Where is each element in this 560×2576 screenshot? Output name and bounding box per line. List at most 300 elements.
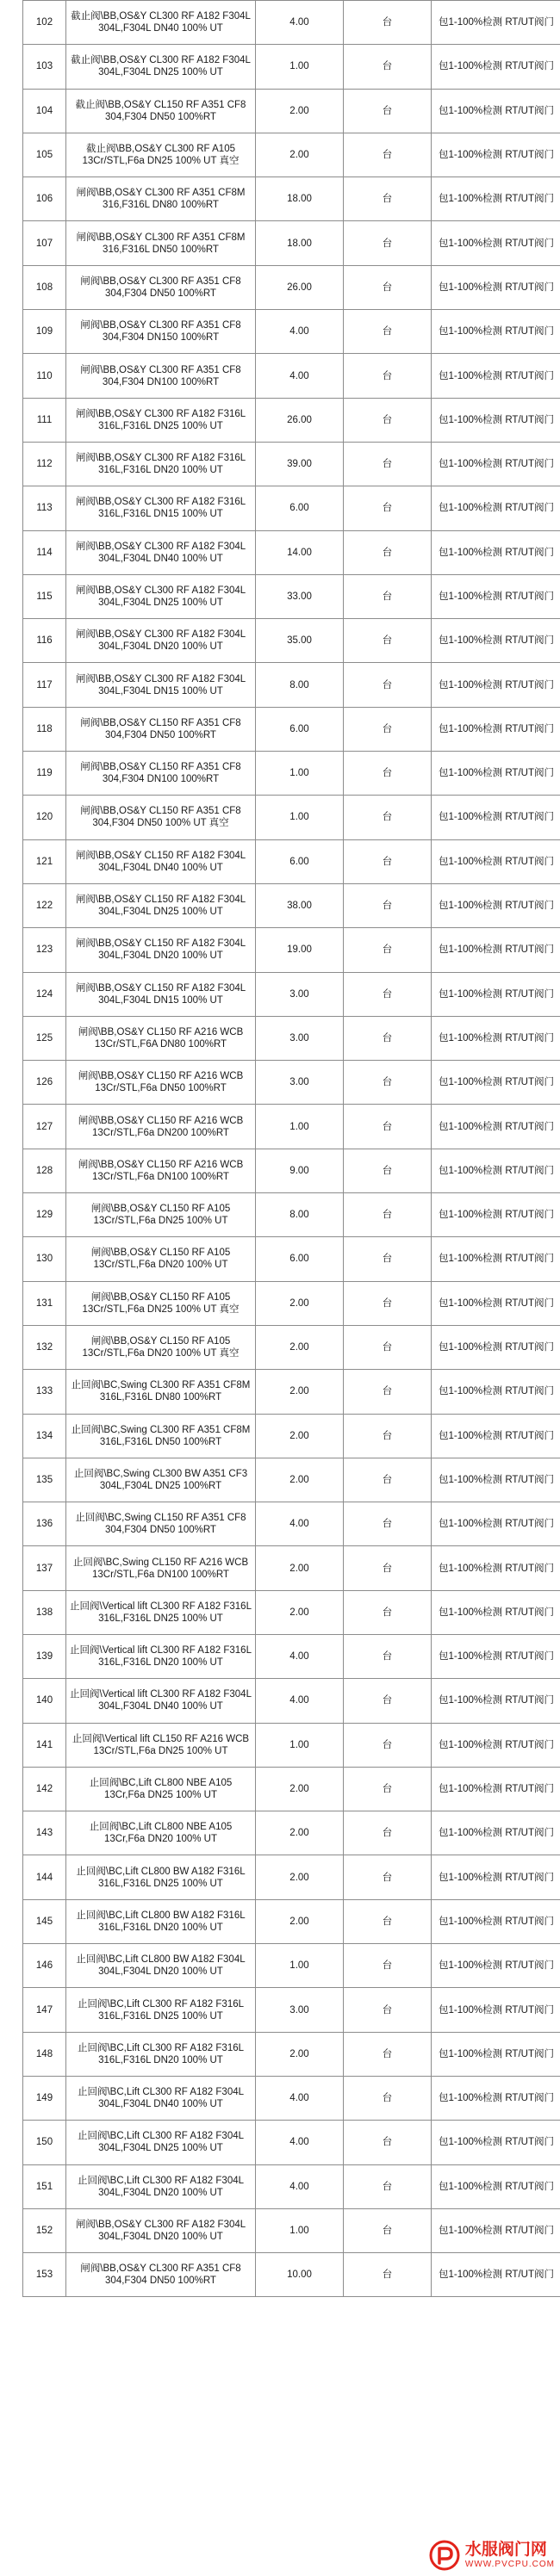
cell-description: 止回阀\BC,Swing CL150 RF A351 CF8 304,F304 DN50 100%RT (66, 1502, 256, 1546)
cell-unit: 台 (344, 972, 432, 1016)
cell-unit: 台 (344, 1546, 432, 1590)
cell-description: 闸阀\BB,OS&Y CL300 RF A351 CF8M 316,F316L DN50 100%RT (66, 221, 256, 265)
cell-item-no: 108 (23, 265, 66, 309)
cell-item-no: 122 (23, 883, 66, 927)
cell-item-no: 147 (23, 1988, 66, 2032)
table-row (23, 574, 560, 618)
cell-note: 包1-100%检测 RT/UT阀门 (432, 2164, 560, 2208)
cell-quantity: 2.00 (256, 1546, 344, 1590)
cell-unit: 台 (344, 839, 432, 883)
cell-unit: 台 (344, 1105, 432, 1149)
cell-unit: 台 (344, 1458, 432, 1502)
table-row (23, 796, 560, 839)
cell-note: 包1-100%检测 RT/UT阀门 (432, 2076, 560, 2120)
cell-item-no: 103 (23, 45, 66, 89)
cell-description: 闸阀\BB,OS&Y CL150 RF A105 13Cr/STL,F6a DN20 100% UT (66, 1237, 256, 1281)
cell-note: 包1-100%检测 RT/UT阀门 (432, 839, 560, 883)
cell-item-no: 125 (23, 1016, 66, 1060)
cell-unit: 台 (344, 1414, 432, 1458)
cell-unit: 台 (344, 574, 432, 618)
table-row (23, 177, 560, 221)
cell-note: 包1-100%检测 RT/UT阀门 (432, 133, 560, 176)
cell-item-no: 107 (23, 221, 66, 265)
cell-description: 闸阀\BB,OS&Y CL300 RF A351 CF8 304,F304 DN50 100%RT (66, 2253, 256, 2297)
cell-quantity: 2.00 (256, 1767, 344, 1811)
cell-description: 闸阀\BB,OS&Y CL300 RF A182 F304L 304L,F304L DN25 100% UT (66, 574, 256, 618)
cell-item-no: 140 (23, 1679, 66, 1723)
cell-quantity: 39.00 (256, 442, 344, 486)
cell-item-no: 120 (23, 796, 66, 839)
cell-unit: 台 (344, 2076, 432, 2120)
cell-quantity: 2.00 (256, 1414, 344, 1458)
cell-note: 包1-100%检测 RT/UT阀门 (432, 972, 560, 1016)
cell-note: 包1-100%检测 RT/UT阀门 (432, 574, 560, 618)
cell-item-no: 113 (23, 486, 66, 530)
table-row (23, 1281, 560, 1325)
watermark-site-name: 水服阀门网 (464, 2541, 547, 2559)
cell-note: 包1-100%检测 RT/UT阀门 (432, 619, 560, 663)
cell-unit: 台 (344, 663, 432, 707)
cell-item-no: 121 (23, 839, 66, 883)
cell-unit: 台 (344, 1899, 432, 1943)
cell-unit: 台 (344, 310, 432, 354)
cell-item-no: 153 (23, 2253, 66, 2297)
cell-unit: 台 (344, 2121, 432, 2164)
cell-unit: 台 (344, 1944, 432, 1988)
cell-note: 包1-100%检测 RT/UT阀门 (432, 1105, 560, 1149)
table-row (23, 2164, 560, 2208)
table-row (23, 1016, 560, 1060)
cell-description: 闸阀\BB,OS&Y CL150 RF A105 13Cr/STL,F6a DN25 100% UT 真空 (66, 1281, 256, 1325)
cell-quantity: 4.00 (256, 310, 344, 354)
cell-description: 闸阀\BB,OS&Y CL150 RF A351 CF8 304,F304 DN50 100% UT 真空 (66, 796, 256, 839)
cell-description: 止回阀\BC,Lift CL800 BW A182 F316L 316L,F316L DN20 100% UT (66, 1899, 256, 1943)
cell-item-no: 131 (23, 1281, 66, 1325)
cell-note: 包1-100%检测 RT/UT阀门 (432, 45, 560, 89)
cell-item-no: 116 (23, 619, 66, 663)
table-row (23, 530, 560, 574)
cell-unit: 台 (344, 45, 432, 89)
cell-description: 闸阀\BB,OS&Y CL300 RF A182 F304L 304L,F304L DN40 100% UT (66, 530, 256, 574)
cell-note: 包1-100%检测 RT/UT阀门 (432, 1679, 560, 1723)
cell-note: 包1-100%检测 RT/UT阀门 (432, 796, 560, 839)
cell-unit: 台 (344, 1855, 432, 1899)
cell-unit: 台 (344, 2253, 432, 2297)
table-row (23, 2253, 560, 2297)
table-row (23, 839, 560, 883)
cell-item-no: 137 (23, 1546, 66, 1590)
cell-description: 闸阀\BB,OS&Y CL150 RF A105 13Cr/STL,F6a DN25 100% UT (66, 1193, 256, 1237)
cell-description: 止回阀\BC,Lift CL800 NBE A105 13Cr,F6a DN20 100% UT (66, 1811, 256, 1855)
cell-note: 包1-100%检测 RT/UT阀门 (432, 1281, 560, 1325)
cell-note: 包1-100%检测 RT/UT阀门 (432, 1723, 560, 1767)
cell-unit: 台 (344, 707, 432, 751)
cell-unit: 台 (344, 398, 432, 442)
cell-unit: 台 (344, 1149, 432, 1192)
cell-quantity: 18.00 (256, 221, 344, 265)
cell-description: 闸阀\BB,OS&Y CL150 RF A182 F304L 304L,F304L DN20 100% UT (66, 928, 256, 972)
cell-item-no: 106 (23, 177, 66, 221)
table-row (23, 2121, 560, 2164)
cell-quantity: 38.00 (256, 883, 344, 927)
cell-description: 闸阀\BB,OS&Y CL150 RF A216 WCB 13Cr/STL,F6a DN100 100%RT (66, 1149, 256, 1192)
table-row (23, 2208, 560, 2252)
cell-quantity: 1.00 (256, 45, 344, 89)
cell-unit: 台 (344, 89, 432, 133)
cell-description: 截止阀\BB,OS&Y CL300 RF A182 F304L 304L,F304L DN25 100% UT (66, 45, 256, 89)
cell-item-no: 144 (23, 1855, 66, 1899)
cell-note: 包1-100%检测 RT/UT阀门 (432, 1944, 560, 1988)
cell-item-no: 129 (23, 1193, 66, 1237)
cell-note: 包1-100%检测 RT/UT阀门 (432, 663, 560, 707)
cell-item-no: 132 (23, 1325, 66, 1369)
cell-item-no: 126 (23, 1061, 66, 1105)
cell-unit: 台 (344, 2032, 432, 2076)
watermark-text (465, 2541, 555, 2570)
cell-note: 包1-100%检测 RT/UT阀门 (432, 1767, 560, 1811)
cell-note: 包1-100%检测 RT/UT阀门 (432, 928, 560, 972)
cell-item-no: 105 (23, 133, 66, 176)
cell-item-no: 128 (23, 1149, 66, 1192)
cell-unit: 台 (344, 530, 432, 574)
cell-note: 包1-100%检测 RT/UT阀门 (432, 265, 560, 309)
cell-unit: 台 (344, 265, 432, 309)
cell-note: 包1-100%检测 RT/UT阀门 (432, 221, 560, 265)
cell-note: 包1-100%检测 RT/UT阀门 (432, 1855, 560, 1899)
table-row (23, 1105, 560, 1149)
cell-item-no: 119 (23, 752, 66, 796)
cell-description: 闸阀\BB,OS&Y CL300 RF A182 F316L 316L,F316L DN25 100% UT (66, 398, 256, 442)
site-watermark (429, 2540, 555, 2571)
cell-description: 闸阀\BB,OS&Y CL150 RF A182 F304L 304L,F304L DN25 100% UT (66, 883, 256, 927)
table-row (23, 1458, 560, 1502)
table-row (23, 1634, 560, 1678)
cell-item-no: 114 (23, 530, 66, 574)
cell-item-no: 133 (23, 1370, 66, 1414)
cell-description: 闸阀\BB,OS&Y CL150 RF A351 CF8 304,F304 DN100 100%RT (66, 752, 256, 796)
cell-note: 包1-100%检测 RT/UT阀门 (432, 1237, 560, 1281)
table-row (23, 89, 560, 133)
cell-item-no: 118 (23, 707, 66, 751)
cell-description: 止回阀\BC,Swing CL300 RF A351 CF8M 316L,F316L DN80 100%RT (66, 1370, 256, 1414)
table-body (23, 1, 560, 2297)
cell-quantity: 4.00 (256, 2121, 344, 2164)
cell-description: 闸阀\BB,OS&Y CL300 RF A182 F316L 316L,F316L DN20 100% UT (66, 442, 256, 486)
cell-quantity: 2.00 (256, 1325, 344, 1369)
cell-description: 止回阀\BC,Lift CL800 BW A182 F304L 304L,F304L DN20 100% UT (66, 1944, 256, 1988)
cell-note: 包1-100%检测 RT/UT阀门 (432, 486, 560, 530)
cell-quantity: 1.00 (256, 1105, 344, 1149)
cell-item-no: 138 (23, 1590, 66, 1634)
table-row (23, 265, 560, 309)
cell-item-no: 134 (23, 1414, 66, 1458)
cell-unit: 台 (344, 1590, 432, 1634)
cell-description: 闸阀\BB,OS&Y CL150 RF A182 F304L 304L,F304L DN40 100% UT (66, 839, 256, 883)
cell-unit: 台 (344, 1061, 432, 1105)
cell-note: 包1-100%检测 RT/UT阀门 (432, 1590, 560, 1634)
table-row (23, 883, 560, 927)
cell-quantity: 1.00 (256, 1944, 344, 1988)
cell-item-no: 143 (23, 1811, 66, 1855)
table-row (23, 1811, 560, 1855)
cell-note: 包1-100%检测 RT/UT阀门 (432, 1, 560, 45)
cell-unit: 台 (344, 883, 432, 927)
cell-unit: 台 (344, 221, 432, 265)
table-row (23, 133, 560, 176)
cell-description: 闸阀\BB,OS&Y CL150 RF A216 WCB 13Cr/STL,F6a DN50 100%RT (66, 1061, 256, 1105)
cell-description: 闸阀\BB,OS&Y CL300 RF A182 F304L 304L,F304L DN20 100% UT (66, 2208, 256, 2252)
cell-quantity: 2.00 (256, 1590, 344, 1634)
cell-quantity: 4.00 (256, 1, 344, 45)
cell-note: 包1-100%检测 RT/UT阀门 (432, 752, 560, 796)
table-row (23, 354, 560, 398)
table-row (23, 442, 560, 486)
cell-quantity: 8.00 (256, 1193, 344, 1237)
cell-item-no: 102 (23, 1, 66, 45)
cell-item-no: 123 (23, 928, 66, 972)
cell-quantity: 4.00 (256, 2164, 344, 2208)
cell-description: 止回阀\BC,Lift CL300 RF A182 F316L 316L,F316L DN20 100% UT (66, 2032, 256, 2076)
cell-quantity: 4.00 (256, 2076, 344, 2120)
cell-quantity: 2.00 (256, 89, 344, 133)
cell-description: 截止阀\BB,OS&Y CL150 RF A351 CF8 304,F304 DN50 100%RT (66, 89, 256, 133)
cell-quantity: 6.00 (256, 1237, 344, 1281)
cell-unit: 台 (344, 1370, 432, 1414)
cell-item-no: 150 (23, 2121, 66, 2164)
table-row (23, 663, 560, 707)
cell-quantity: 33.00 (256, 574, 344, 618)
cell-quantity: 19.00 (256, 928, 344, 972)
table-row (23, 1502, 560, 1546)
cell-unit: 台 (344, 354, 432, 398)
cell-unit: 台 (344, 133, 432, 176)
cell-note: 包1-100%检测 RT/UT阀门 (432, 1325, 560, 1369)
cell-item-no: 130 (23, 1237, 66, 1281)
cell-description: 止回阀\BC,Swing CL300 BW A351 CF3 304L,F304L DN25 100%RT (66, 1458, 256, 1502)
cell-description: 闸阀\BB,OS&Y CL150 RF A182 F304L 304L,F304L DN15 100% UT (66, 972, 256, 1016)
table-row (23, 1546, 560, 1590)
table-row (23, 752, 560, 796)
cell-item-no: 145 (23, 1899, 66, 1943)
cell-description: 闸阀\BB,OS&Y CL300 RF A182 F316L 316L,F316L DN15 100% UT (66, 486, 256, 530)
cell-quantity: 1.00 (256, 752, 344, 796)
cell-quantity: 6.00 (256, 486, 344, 530)
cell-unit: 台 (344, 2208, 432, 2252)
cell-description: 闸阀\BB,OS&Y CL300 RF A351 CF8 304,F304 DN100 100%RT (66, 354, 256, 398)
cell-unit: 台 (344, 1016, 432, 1060)
table-row (23, 1723, 560, 1767)
cell-note: 包1-100%检测 RT/UT阀门 (432, 1502, 560, 1546)
cell-unit: 台 (344, 619, 432, 663)
pv-logo-icon (429, 2540, 460, 2571)
cell-unit: 台 (344, 442, 432, 486)
table-row (23, 928, 560, 972)
table-row (23, 1193, 560, 1237)
table-row (23, 1414, 560, 1458)
cell-unit: 台 (344, 1988, 432, 2032)
cell-description: 闸阀\BB,OS&Y CL150 RF A351 CF8 304,F304 DN50 100%RT (66, 707, 256, 751)
cell-note: 包1-100%检测 RT/UT阀门 (432, 2121, 560, 2164)
cell-description: 止回阀\BC,Swing CL300 RF A351 CF8M 316L,F316L DN50 100%RT (66, 1414, 256, 1458)
cell-item-no: 149 (23, 2076, 66, 2120)
cell-unit: 台 (344, 486, 432, 530)
cell-description: 截止阀\BB,OS&Y CL300 RF A105 13Cr/STL,F6a DN25 100% UT 真空 (66, 133, 256, 176)
cell-item-no: 104 (23, 89, 66, 133)
valve-spec-table (22, 0, 560, 2297)
cell-quantity: 1.00 (256, 1723, 344, 1767)
cell-quantity: 4.00 (256, 1634, 344, 1678)
table-row (23, 1988, 560, 2032)
table-row (23, 707, 560, 751)
table-row (23, 221, 560, 265)
cell-note: 包1-100%检测 RT/UT阀门 (432, 2208, 560, 2252)
cell-quantity: 2.00 (256, 1281, 344, 1325)
cell-description: 闸阀\BB,OS&Y CL300 RF A351 CF8 304,F304 DN150 100%RT (66, 310, 256, 354)
table-row (23, 2032, 560, 2076)
cell-quantity: 3.00 (256, 1061, 344, 1105)
cell-item-no: 142 (23, 1767, 66, 1811)
cell-description: 闸阀\BB,OS&Y CL300 RF A351 CF8M 316,F316L DN80 100%RT (66, 177, 256, 221)
cell-note: 包1-100%检测 RT/UT阀门 (432, 398, 560, 442)
cell-item-no: 109 (23, 310, 66, 354)
cell-unit: 台 (344, 2164, 432, 2208)
table-row (23, 1590, 560, 1634)
cell-note: 包1-100%检测 RT/UT阀门 (432, 354, 560, 398)
cell-quantity: 26.00 (256, 398, 344, 442)
table-row (23, 1149, 560, 1192)
cell-unit: 台 (344, 1723, 432, 1767)
cell-quantity: 2.00 (256, 133, 344, 176)
cell-quantity: 4.00 (256, 354, 344, 398)
cell-note: 包1-100%检测 RT/UT阀门 (432, 883, 560, 927)
table-row (23, 398, 560, 442)
cell-quantity: 3.00 (256, 1016, 344, 1060)
cell-item-no: 124 (23, 972, 66, 1016)
cell-quantity: 14.00 (256, 530, 344, 574)
cell-unit: 台 (344, 1237, 432, 1281)
cell-quantity: 2.00 (256, 1899, 344, 1943)
cell-quantity: 9.00 (256, 1149, 344, 1192)
cell-quantity: 3.00 (256, 1988, 344, 2032)
cell-description: 止回阀\BC,Lift CL800 BW A182 F316L 316L,F316L DN25 100% UT (66, 1855, 256, 1899)
table-row (23, 1899, 560, 1943)
cell-quantity: 26.00 (256, 265, 344, 309)
cell-description: 止回阀\BC,Lift CL800 NBE A105 13Cr,F6a DN25 100% UT (66, 1767, 256, 1811)
cell-note: 包1-100%检测 RT/UT阀门 (432, 1016, 560, 1060)
cell-description: 闸阀\BB,OS&Y CL300 RF A182 F304L 304L,F304L DN20 100% UT (66, 619, 256, 663)
cell-quantity: 6.00 (256, 707, 344, 751)
cell-description: 止回阀\Vertical lift CL300 RF A182 F316L 316L,F316L DN20 100% UT (66, 1634, 256, 1678)
cell-unit: 台 (344, 1634, 432, 1678)
cell-unit: 台 (344, 1767, 432, 1811)
cell-unit: 台 (344, 752, 432, 796)
cell-unit: 台 (344, 1679, 432, 1723)
cell-item-no: 139 (23, 1634, 66, 1678)
cell-item-no: 146 (23, 1944, 66, 1988)
cell-description: 截止阀\BB,OS&Y CL300 RF A182 F304L 304L,F304L DN40 100% UT (66, 1, 256, 45)
cell-note: 包1-100%检测 RT/UT阀门 (432, 1458, 560, 1502)
cell-unit: 台 (344, 177, 432, 221)
cell-unit: 台 (344, 796, 432, 839)
cell-unit: 台 (344, 1, 432, 45)
cell-description: 止回阀\Vertical lift CL150 RF A216 WCB 13Cr/STL,F6a DN25 100% UT (66, 1723, 256, 1767)
cell-quantity: 8.00 (256, 663, 344, 707)
table-row (23, 310, 560, 354)
table-row (23, 1855, 560, 1899)
cell-quantity: 2.00 (256, 1458, 344, 1502)
table-row (23, 1, 560, 45)
cell-note: 包1-100%检测 RT/UT阀门 (432, 1546, 560, 1590)
cell-description: 闸阀\BB,OS&Y CL300 RF A351 CF8 304,F304 DN50 100%RT (66, 265, 256, 309)
cell-quantity: 1.00 (256, 2208, 344, 2252)
cell-item-no: 136 (23, 1502, 66, 1546)
cell-unit: 台 (344, 1811, 432, 1855)
cell-quantity: 1.00 (256, 796, 344, 839)
cell-description: 止回阀\BC,Lift CL300 RF A182 F304L 304L,F304L DN25 100% UT (66, 2121, 256, 2164)
cell-item-no: 148 (23, 2032, 66, 2076)
table-row (23, 1061, 560, 1105)
cell-note: 包1-100%检测 RT/UT阀门 (432, 310, 560, 354)
table-row (23, 619, 560, 663)
table-row (23, 45, 560, 89)
table-row (23, 1767, 560, 1811)
cell-quantity: 6.00 (256, 839, 344, 883)
cell-description: 止回阀\BC,Lift CL300 RF A182 F304L 304L,F304L DN40 100% UT (66, 2076, 256, 2120)
cell-item-no: 110 (23, 354, 66, 398)
cell-quantity: 35.00 (256, 619, 344, 663)
cell-item-no: 117 (23, 663, 66, 707)
cell-note: 包1-100%检测 RT/UT阀门 (432, 1061, 560, 1105)
cell-quantity: 10.00 (256, 2253, 344, 2297)
cell-unit: 台 (344, 1325, 432, 1369)
cell-unit: 台 (344, 1502, 432, 1546)
cell-description: 止回阀\BC,Lift CL300 RF A182 F316L 316L,F316L DN25 100% UT (66, 1988, 256, 2032)
cell-quantity: 4.00 (256, 1502, 344, 1546)
cell-quantity: 2.00 (256, 1811, 344, 1855)
cell-description: 止回阀\Vertical lift CL300 RF A182 F304L 304L,F304L DN40 100% UT (66, 1679, 256, 1723)
cell-unit: 台 (344, 928, 432, 972)
cell-note: 包1-100%检测 RT/UT阀门 (432, 1988, 560, 2032)
cell-unit: 台 (344, 1193, 432, 1237)
cell-item-no: 152 (23, 2208, 66, 2252)
cell-note: 包1-100%检测 RT/UT阀门 (432, 1811, 560, 1855)
cell-unit: 台 (344, 1281, 432, 1325)
table-row (23, 1370, 560, 1414)
cell-description: 止回阀\BC,Swing CL150 RF A216 WCB 13Cr/STL,F6a DN100 100%RT (66, 1546, 256, 1590)
cell-note: 包1-100%检测 RT/UT阀门 (432, 1370, 560, 1414)
cell-description: 止回阀\Vertical lift CL300 RF A182 F316L 316L,F316L DN25 100% UT (66, 1590, 256, 1634)
table-row (23, 1944, 560, 1988)
cell-note: 包1-100%检测 RT/UT阀门 (432, 1193, 560, 1237)
table-row (23, 972, 560, 1016)
cell-note: 包1-100%检测 RT/UT阀门 (432, 89, 560, 133)
cell-item-no: 115 (23, 574, 66, 618)
watermark-site-url: WWW.PVCPU.COM (464, 2560, 555, 2569)
cell-note: 包1-100%检测 RT/UT阀门 (432, 1149, 560, 1192)
cell-description: 闸阀\BB,OS&Y CL150 RF A216 WCB 13Cr/STL,F6a DN200 100%RT (66, 1105, 256, 1149)
cell-description: 止回阀\BC,Lift CL300 RF A182 F304L 304L,F304L DN20 100% UT (66, 2164, 256, 2208)
cell-quantity: 3.00 (256, 972, 344, 1016)
cell-note: 包1-100%检测 RT/UT阀门 (432, 1414, 560, 1458)
cell-note: 包1-100%检测 RT/UT阀门 (432, 707, 560, 751)
cell-quantity: 18.00 (256, 177, 344, 221)
cell-note: 包1-100%检测 RT/UT阀门 (432, 2032, 560, 2076)
cell-note: 包1-100%检测 RT/UT阀门 (432, 1899, 560, 1943)
cell-description: 闸阀\BB,OS&Y CL150 RF A105 13Cr/STL,F6a DN20 100% UT 真空 (66, 1325, 256, 1369)
cell-description: 闸阀\BB,OS&Y CL300 RF A182 F304L 304L,F304L DN15 100% UT (66, 663, 256, 707)
cell-description: 闸阀\BB,OS&Y CL150 RF A216 WCB 13Cr/STL,F6A DN80 100%RT (66, 1016, 256, 1060)
cell-item-no: 135 (23, 1458, 66, 1502)
